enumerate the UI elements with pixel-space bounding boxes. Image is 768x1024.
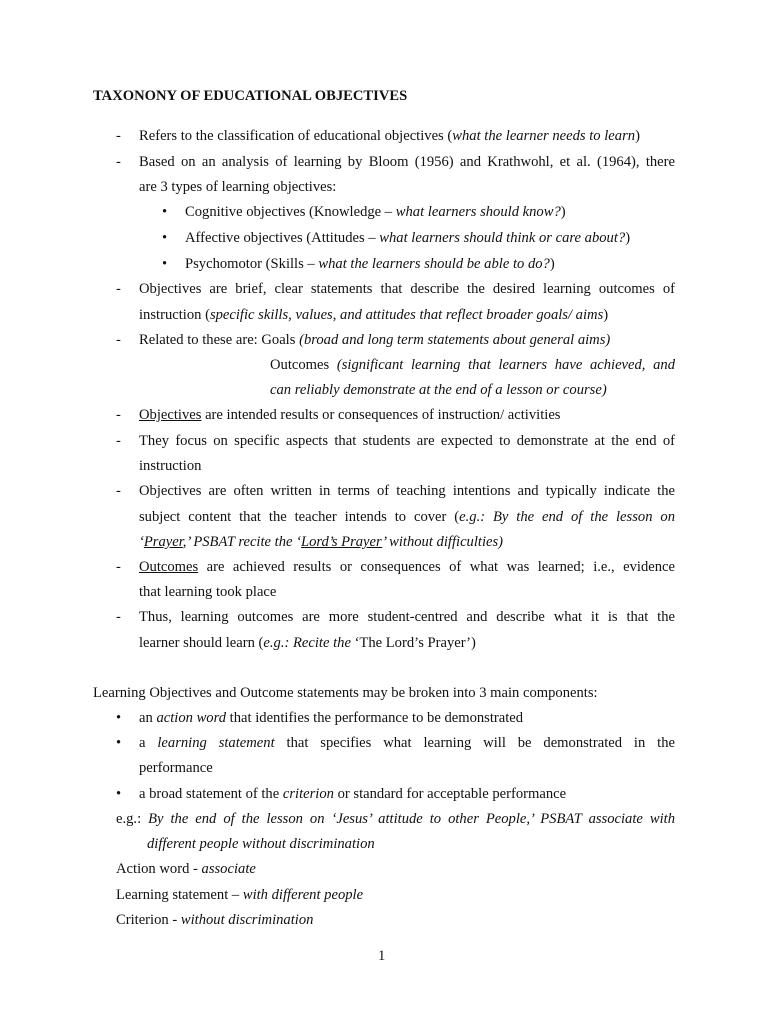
component-item: an action word that identifies the performance to be demonstrated [139,710,524,726]
dash-marker: - [116,154,121,170]
dash-marker: - [116,128,121,144]
bullet-marker: • [162,256,168,272]
dash-marker: - [116,281,121,297]
bullet-marker: • [162,204,168,220]
list-item: Related to these are: Goals (broad and long term statements about general aims) [139,332,611,348]
learning-statement-line: Learning statement – with different people [116,887,364,903]
example-line-continuation: different people without discrimination [147,836,375,852]
list-item: Outcomes are achieved results or consequences of what was learned; i.e., evidence [139,559,675,575]
bullet-marker: • [116,735,122,751]
list-item: Thus, learning outcomes are more student-centred and describe what it is that the [139,609,675,625]
component-item: a learning statement that specifies what learning will be demonstrated in the [139,735,675,751]
list-item: Objectives are intended results or consequences of instruction/ activities [139,407,561,423]
list-item: They focus on specific aspects that students are expected to demonstrate at the end of [139,433,675,449]
list-item-continuation: are 3 types of learning objectives: [139,179,337,195]
sub-list-item: Psychomotor (Skills – what the learners should be able to do?) [185,256,555,272]
criterion-line: Criterion - without discrimination [116,912,314,928]
bullet-marker: • [116,710,122,726]
list-item: Objectives are brief, clear statements that describe the desired learning outcomes of [139,281,675,297]
page-title: TAXONONY OF EDUCATIONAL OBJECTIVES [93,88,408,104]
bullet-marker: • [162,230,168,246]
component-item: a broad statement of the criterion or standard for acceptable performance [139,786,567,802]
sub-list-item: Affective objectives (Attitudes – what learners should think or care about?) [185,230,631,246]
dash-marker: - [116,332,121,348]
list-item-continuation: ‘Prayer,’ PSBAT recite the ‘Lord’s Prayer’ without difficulties) [139,534,504,550]
section-intro: Learning Objectives and Outcome statements may be broken into 3 main components: [93,685,598,701]
page-number: 1 [378,948,386,964]
dash-marker: - [116,433,121,449]
action-word-line: Action word - associate [116,861,256,877]
list-item-continuation: instruction (specific skills, values, and attitudes that reflect broader goals/ aims) [139,307,609,323]
list-item: Based on an analysis of learning by Bloom (1956) and Krathwohl, et al. (1964), there [139,154,675,170]
list-item: Refers to the classification of educational objectives (what the learner needs to learn) [139,128,640,144]
list-item-continuation: instruction [139,458,202,474]
component-item-continuation: performance [139,760,213,776]
list-item-continuation: subject content that the teacher intends to cover (e.g.: By the end of the lesson on [139,509,675,525]
list-item-continuation: Outcomes (significant learning that learners have achieved, and [270,357,676,373]
list-item-continuation: learner should learn (e.g.: Recite the ‘The Lord’s Prayer’) [139,635,476,651]
dash-marker: - [116,559,121,575]
list-item: Objectives are often written in terms of teaching intentions and typically indicate the [139,483,675,499]
list-item-continuation: can reliably demonstrate at the end of a lesson or course) [270,382,607,398]
dash-marker: - [116,483,121,499]
dash-marker: - [116,407,121,423]
bullet-marker: • [116,786,122,802]
sub-list-item: Cognitive objectives (Knowledge – what learners should know?) [185,204,566,220]
dash-marker: - [116,609,121,625]
list-item-continuation: that learning took place [139,584,277,600]
example-line: e.g.: By the end of the lesson on ‘Jesus’ attitude to other People,’ PSBAT associate with [116,811,675,827]
